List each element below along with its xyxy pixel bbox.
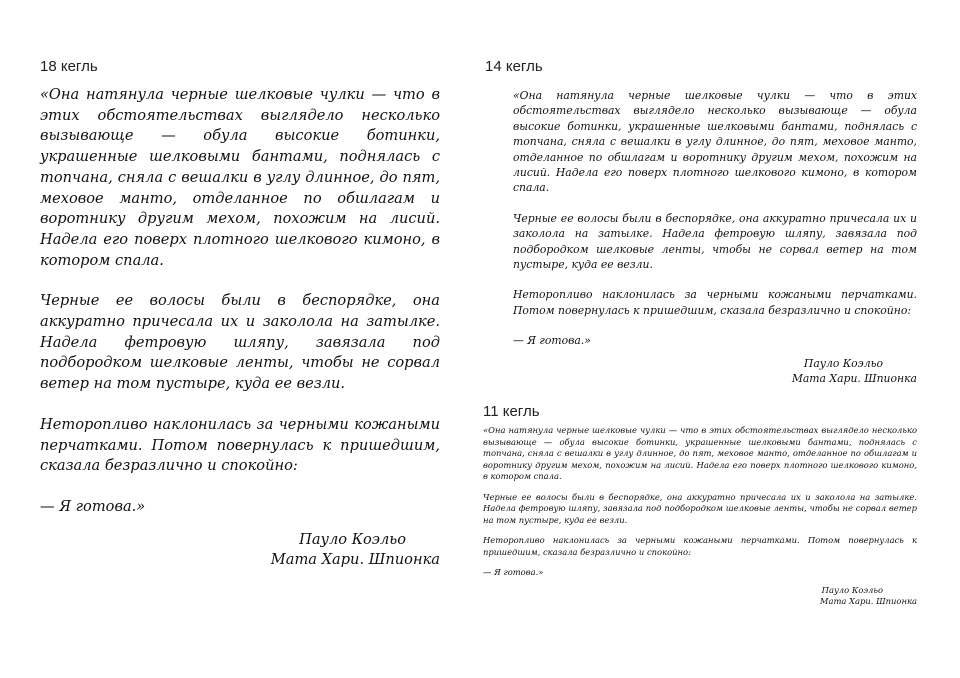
size-label-18: 18 кегль — [40, 58, 98, 75]
paragraph-4: — Я готова.» — [483, 567, 544, 577]
paragraph-4: — Я готова.» — [40, 497, 146, 515]
paragraph-2: Черные ее волосы были в беспорядке, она аккуратно причесала их и заколола на затылке. Надела фетровую шляпу, завязала под подбородком шелковые ленты, чтобы не сорвал ветер на том пустыре, куда ее везли. — [483, 491, 917, 525]
book-title: Мата Хари. Шпионка — [270, 551, 440, 569]
paragraph-3: Неторопливо наклонилась за черными кожаными перчатками. Потом повернулась к пришедшим, сказала безразлично и спокойно: — [40, 415, 440, 475]
paragraph-3: Неторопливо наклонилась за черными кожаными перчатками. Потом повернулась к пришедшим, сказала безразлично и спокойно: — [483, 535, 917, 557]
size-label-11: 11 кегль — [483, 403, 540, 420]
paragraph-1: «Она натянула черные шелковые чулки — что в этих обстоятельствах выглядело несколько вызывающе — обула высокие ботинки, украшенные шелковыми бантами, поднялась с топчана, сняла с вешалки в углу длинное, до пят, меховое манто, отделанное по обшлагам и воротнику другим мехом, похожим на лисий. Надела его поверх плотного шелкового кимоно, в котором спала. — [40, 86, 440, 269]
author-name: Пауло Коэльо — [803, 356, 883, 370]
text-sample-14 — [513, 88, 917, 387]
author-name: Пауло Коэльо — [299, 530, 406, 548]
book-title: Мата Хари. Шпионка — [791, 372, 917, 386]
text-sample-11 — [483, 425, 917, 608]
paragraph-2: Черные ее волосы были в беспорядке, она аккуратно причесала их и заколола на затылке. Надела фетровую шляпу, завязала под подбородком шелковые ленты, чтобы не сорвал ветер на том пустыре, куда ее везли. — [40, 292, 440, 393]
paragraph-1: «Она натянула черные шелковые чулки — что в этих обстоятельствах выглядело несколько вызывающе — обула высокие ботинки, украшенные шелковыми бантами, поднялась с топчана, сняла с вешалки в углу длинное, до пят, меховое манто, отделанное по обшлагам и воротнику другим мехом, похожим на лисий. Надела его поверх плотного шелкового кимоно, в котором спала. — [513, 89, 917, 195]
book-title: Мата Хари. Шпионка — [819, 596, 917, 606]
paragraph-2: Черные ее волосы были в беспорядке, она аккуратно причесала их и заколола на затылке. Надела фетровую шляпу, завязала под подбородком шелковые ленты, чтобы не сорвал ветер на том пустыре, куда ее везли. — [513, 211, 917, 272]
paragraph-3: Неторопливо наклонилась за черными кожаными перчатками. Потом повернулась к пришедшим, сказала безразлично и спокойно: — [513, 288, 917, 317]
author-name: Пауло Коэльо — [821, 584, 883, 595]
paragraph-1: «Она натянула черные шелковые чулки — что в этих обстоятельствах выглядело несколько вызывающе — обула высокие ботинки, украшенные шелковыми бантами, поднялась с топчана, сняла с вешалки в углу длинное, до пят, меховое манто, отделанное по обшлагам и воротнику другим мехом, похожим на лисий. Надела его поверх плотного шелкового кимоно, в котором спала. — [483, 425, 917, 481]
paragraph-4: — Я готова.» — [513, 334, 591, 348]
text-sample-18 — [40, 85, 440, 571]
size-label-14: 14 кегль — [485, 58, 543, 75]
